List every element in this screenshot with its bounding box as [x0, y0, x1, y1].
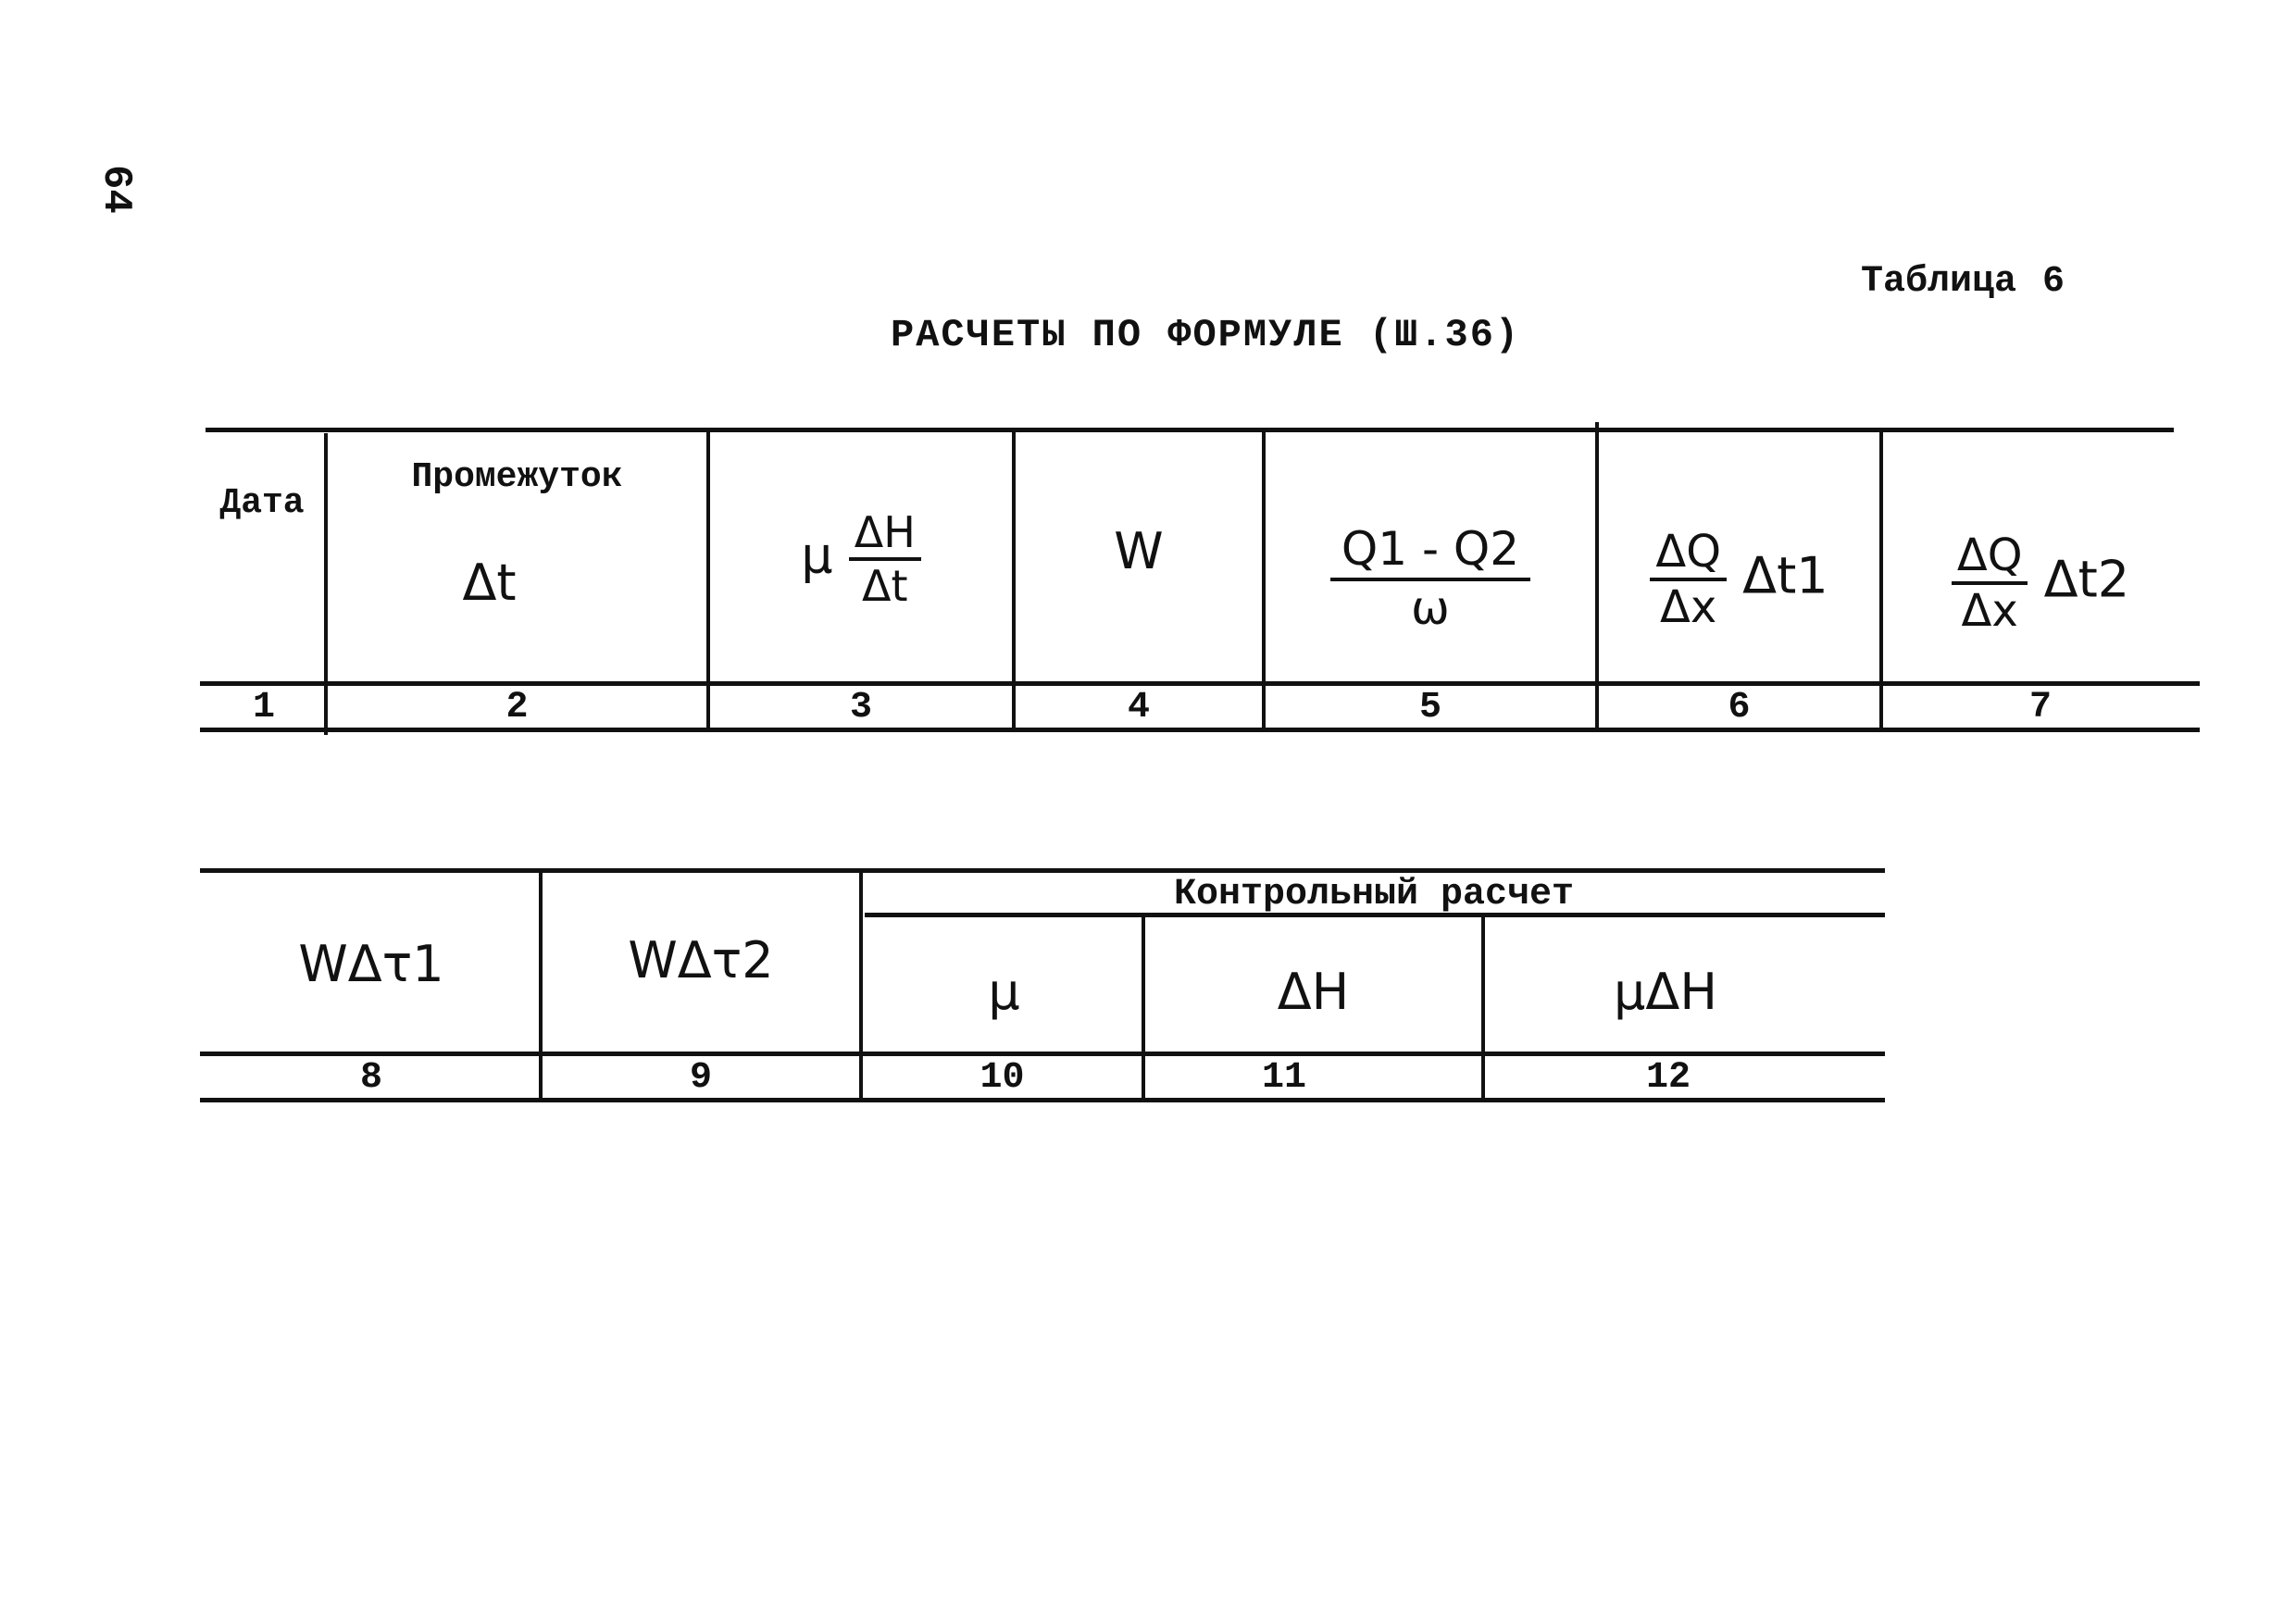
- header-dq-dx-dt2: [1883, 529, 2198, 637]
- header-w-dtau1: WΔτ1: [298, 935, 444, 993]
- dt1-symbol: Δt1: [1742, 546, 1828, 605]
- column-number: 8: [359, 1057, 382, 1099]
- column-number: 2: [505, 687, 529, 728]
- page-number: 64: [93, 165, 139, 214]
- fraction-numerator: Q1 - Q2: [1330, 526, 1530, 581]
- column-number: 12: [1645, 1057, 1691, 1099]
- fraction-denominator: ω: [1411, 581, 1450, 635]
- column-number: 10: [980, 1057, 1025, 1099]
- column-number: 9: [689, 1057, 712, 1099]
- fraction-denominator: Δx: [1660, 581, 1717, 633]
- q-omega-fraction: [1330, 522, 1530, 635]
- fraction-numerator: ΔQ: [1952, 533, 2028, 585]
- column-number: 11: [1261, 1057, 1306, 1099]
- table-2-header-rule: [200, 1052, 1885, 1056]
- header-w-dtau2: WΔτ2: [628, 931, 774, 989]
- table-number: 6: [2042, 261, 2065, 303]
- header-control-calculation: Контрольный расчет: [1173, 874, 1575, 915]
- fraction-denominator: Δt: [862, 561, 908, 611]
- header-interval-symbol: Δt: [462, 554, 517, 612]
- fraction-numerator: ΔH: [849, 511, 921, 561]
- column-number: 7: [2028, 687, 2052, 728]
- dh-dt-fraction: [849, 507, 921, 611]
- dq-dx-fraction: [1650, 526, 1727, 633]
- fraction-numerator: ΔQ: [1650, 529, 1727, 581]
- table-label-word: Таблица: [1861, 261, 2017, 303]
- column-number: 6: [1728, 687, 1751, 728]
- header-dh: ΔH: [1277, 963, 1350, 1021]
- header-date: Дата: [219, 483, 305, 523]
- header-w: W: [1114, 522, 1164, 580]
- dt2-symbol: Δt2: [2043, 550, 2130, 609]
- column-number: 1: [252, 687, 275, 728]
- dq-dx-fraction: [1952, 529, 2028, 637]
- page-title: РАСЧЕТЫ ПО ФОРМУЛЕ (Ш.36): [891, 313, 1521, 357]
- fraction-denominator: Δx: [1961, 585, 2018, 637]
- header-q-omega: [1266, 522, 1595, 635]
- table-2-top-rule: [200, 868, 1885, 873]
- header-interval: Промежуток: [411, 457, 623, 497]
- header-dq-dx-dt1: [1599, 526, 1879, 633]
- table-1-header-rule: [200, 681, 2200, 686]
- table-label: [1861, 261, 2065, 303]
- column-number: 4: [1127, 687, 1150, 728]
- header-mu-dh: μΔH: [1614, 963, 1717, 1021]
- column-number: 5: [1418, 687, 1441, 728]
- column-number: 3: [849, 687, 872, 728]
- header-mu: μ: [988, 963, 1020, 1021]
- header-mu-dh-dt: [710, 507, 1012, 611]
- mu-symbol: μ: [801, 526, 833, 585]
